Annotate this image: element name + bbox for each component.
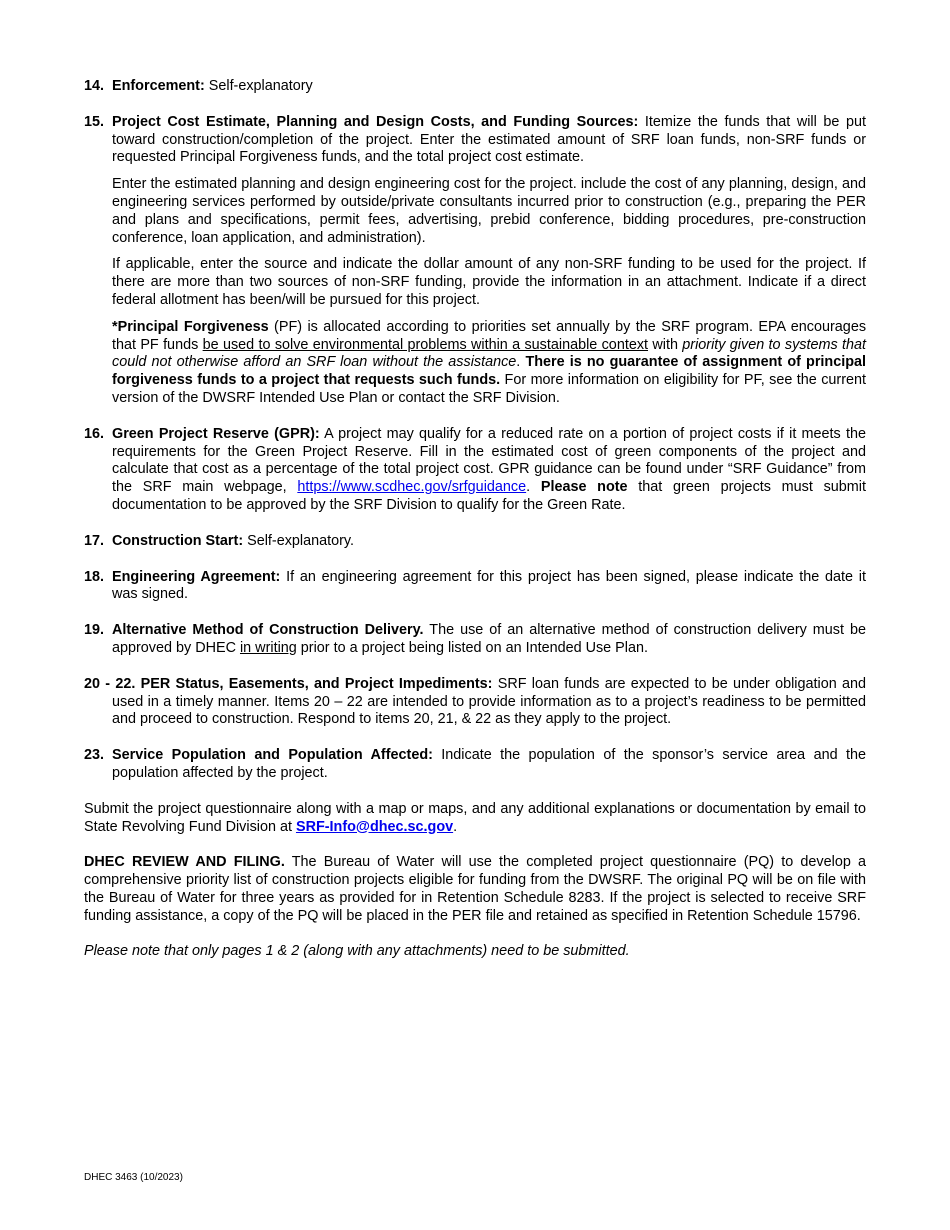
item-text: Indicate the population of the sponsor’s service area and the population affected by the project. [112,747,866,781]
pf-text: . [516,354,526,371]
pf-underlined-text: be used to solve environmental problems within a sustainable context [202,336,649,353]
item-23 [84,747,866,783]
item-heading: Project Cost Estimate, Planning and Design Costs, and Funding Sources: [112,113,639,130]
item-number: 19. [84,622,105,639]
item-19 [84,622,866,658]
pf-bold-text: There is no guarantee of assignment of principal forgiveness funds to a project that requests such funds. [112,354,867,389]
item-number: 16. [84,425,105,442]
item-text: that green projects must submit documentation to be approved by the SRF Division to qualify for the Green Rate. [112,479,866,513]
document-body [84,78,866,979]
item-number: 15. [84,113,105,130]
item-heading: Engineering Agreement: [112,568,281,585]
pf-italic-text: priority given to systems that could not otherwise afford an SRF loan without the assistance [112,336,866,371]
item-20-22 [84,676,866,729]
item-number: 23. [84,747,105,764]
item-heading: Service Population and Population Affected: [112,747,433,764]
submission-note [84,943,866,961]
submit-instructions [84,801,866,837]
item-number: 20 - 22. [84,675,136,692]
item-text: Self-explanatory [204,78,313,94]
item-number: 18. [84,568,105,585]
item-text: The use of an alternative method of construction delivery must be approved by DHEC [112,622,866,656]
pf-text: with [648,336,683,353]
item-text: A project may qualify for a reduced rate on a portion of project costs if it meets the requirements for the Green Project Reserve. Fill in the estimated cost of green components of the project and calculate that cost as a percentage of the total project cost. GPR guidance can be found under “SRF Guidance” from the SRF main webpage, [112,425,866,496]
item-16 [84,426,866,515]
item-text: Self-explanatory. [243,532,355,549]
item-heading: Enforcement: [112,78,205,94]
item-heading: Alternative Method of Construction Delivery. [112,622,424,639]
non-srf-funding-paragraph: If applicable, enter the source and indicate the dollar amount of any non-SRF funding to be used for the project. If there are more than two sources of non-SRF funding, provide the information in an attachment. Indicate if a direct federal allotment has been/will be pursued for this project. [112,256,866,308]
item-text: Itemize the funds that will be put toward construction/completion of the project. Enter the estimated amount of SRF loan funds, non-SRF funds or requested Principal Forgiveness funds, and the total project cost estimate. [112,113,867,166]
review-text: The Bureau of Water will use the completed project questionnaire (PQ) to develop a comprehensive priority list of construction projects eligible for funding from the DWSRF. The original PQ will be on file with the Bureau of Water for three years as provided for in Retention Schedule 8283. If the project is selected to receive SRF funding assistance, a copy of the PQ will be placed in the PER file and retained as specified in Retention Schedule 15796. [84,854,866,924]
review-and-filing [84,854,866,925]
please-note-text: Please note [540,479,628,496]
item-text: If an engineering agreement for this project has been signed, please indicate the date it was signed. [112,568,866,603]
submit-text: . [453,818,458,835]
item-number: 14. [84,78,105,94]
item-heading: PER Status, Easements, and Project Impediments: [140,675,493,692]
item-15 [84,114,866,408]
item-text: SRF loan funds are expected to be under obligation and used in a timely manner. Items 20 – 22 are intended to provide information as to a project’s readiness to be permitted and proceed to construction. Respond to items 20, 21, & 22 as they apply to the project. [112,675,866,728]
planning-design-paragraph: Enter the estimated planning and design engineering cost for the project. include the cost of any planning, design, and engineering services performed by outside/private consultants incurred prior to construction (e.g., preparing the PER and plans and specifications, permit fees, advertising, prebid conference, bidding procedures, pre-construction conference, loan application, and administration). [112,176,866,246]
pf-heading: *Principal Forgiveness [112,318,269,335]
item-text: . [526,479,541,496]
srf-email-link[interactable]: SRF-Info@dhec.sc.gov [295,818,454,835]
item-number: 17. [84,532,105,549]
note-text: Please note that only pages 1 & 2 (along with any attachments) need to be submitted. [84,943,630,960]
pf-text: For more information on eligibility for PF, see the current version of the DWSRF Intended Use Plan or contact the SRF Division. [112,372,866,406]
review-heading: DHEC REVIEW AND FILING. [84,854,285,871]
srf-guidance-link[interactable]: https://www.scdhec.gov/srfguidance [297,479,527,496]
pf-text: (PF) is allocated according to priorities set annually by the SRF program. EPA encourages that PF funds [112,318,867,353]
form-number-footer: DHEC 3463 (10/2023) [84,1172,183,1183]
item-text: prior to a project being listed on an Intended Use Plan. [296,639,648,656]
item-18 [84,569,866,605]
in-writing-text: in writing [239,639,297,656]
submit-text: Submit the project questionnaire along with a map or maps, and any additional explanations or documentation by email to State Revolving Fund Division at [84,800,866,835]
item-17 [84,533,866,551]
item-heading: Construction Start: [112,532,244,549]
item-14 [84,78,866,96]
item-heading: Green Project Reserve (GPR): [112,425,320,442]
principal-forgiveness-paragraph [112,319,866,408]
